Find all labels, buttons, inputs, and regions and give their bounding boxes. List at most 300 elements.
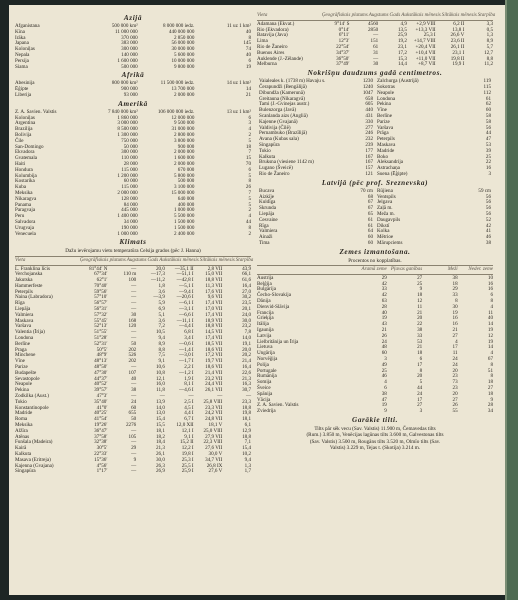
row-value: 120 <box>128 323 137 330</box>
row-value: 12 <box>487 332 494 339</box>
row-value: 14 <box>487 321 494 328</box>
row-value: 48°13′ <box>94 358 108 365</box>
row-value: 12,9 <box>242 427 252 434</box>
row-label: Berlīne <box>15 340 30 347</box>
row-value: 18,2 <box>155 433 165 440</box>
row-value: 34 000 <box>123 218 138 225</box>
row-value: 431 <box>365 112 373 119</box>
row-value: 239 <box>365 141 373 148</box>
row-value: 30 <box>452 303 458 310</box>
row-value: 0°14′ <box>338 26 350 33</box>
column-header: Augstums <box>368 12 389 18</box>
row-value: 25,9 <box>397 32 407 39</box>
row-value: 18 <box>487 379 494 386</box>
row-value: 440 <box>365 107 373 114</box>
row-label: Mētrioe <box>377 234 394 241</box>
row-value: —0,6 I <box>179 340 194 347</box>
row-value: 22,3 VIII <box>203 439 223 446</box>
rain-columns <box>257 79 493 178</box>
row-value: 4,9 <box>400 20 407 27</box>
row-label: Roma <box>15 416 28 423</box>
row-label: Hammerfeste <box>15 282 43 289</box>
railway-title: Garākie tilti. <box>352 416 398 425</box>
row-label: Kīna <box>15 28 25 35</box>
row-value: 8,9 <box>486 38 494 45</box>
row-label: Vīne <box>15 358 25 365</box>
row-label: Grieķija <box>257 315 274 322</box>
row-value: 12,1 <box>155 375 165 382</box>
row-value: 19 <box>381 315 387 322</box>
row-label: Kajenne (Gvajanā) <box>259 118 298 125</box>
row-value: — <box>131 451 137 457</box>
row-value: 24 <box>417 390 423 397</box>
row-label: Kostarika <box>15 178 35 185</box>
row-value: 30 <box>131 311 137 318</box>
row-value: 3,3 <box>486 20 494 27</box>
row-value: 15 <box>245 155 251 162</box>
row-value: 13,5 <box>397 26 407 33</box>
row-value: 11,8 <box>156 387 165 394</box>
row-label: Alžīra <box>15 427 28 434</box>
column-header: Siltākais mēnesis <box>441 12 477 18</box>
row-value: 16 <box>452 315 458 322</box>
row-value: 4 <box>248 213 251 220</box>
row-value: 21 <box>417 309 423 316</box>
row-value: 2 <box>248 131 251 138</box>
row-label: Masava (Eritreja) <box>15 456 51 463</box>
row-value: 21,4 VII <box>205 369 223 376</box>
row-label: Rūjiena <box>377 187 393 194</box>
row-value: 18 <box>245 143 251 150</box>
row-value: 61 <box>485 95 491 102</box>
row-label: Aizkīje <box>259 193 274 200</box>
row-value: 5,1 <box>158 311 165 318</box>
row-value: 17,2 <box>397 49 407 56</box>
row-label: Tokio <box>259 147 271 154</box>
land-title: Zemes izmantošana. <box>339 247 411 256</box>
row-value: 6,1 <box>244 422 252 429</box>
row-value: —11,1 I <box>176 317 194 324</box>
row-value: 8,8 <box>486 55 494 62</box>
row-value: 61,6 <box>242 277 252 284</box>
row-value: 8 500 000 <box>117 126 138 133</box>
row-value: 50°5′ <box>96 346 108 353</box>
row-label: Mārupciems <box>377 239 403 246</box>
row-value: — <box>131 329 137 336</box>
row-value: 13,8 I <box>452 26 465 33</box>
row-value: 42 <box>381 292 387 299</box>
railway-text-line: Tilts pār sēk vecu (Sav. Valstis) 11.900 m, Čemavedas tilts <box>314 426 436 433</box>
row-value: 10,2 <box>242 451 252 457</box>
row-value: 47°3′ <box>96 393 108 400</box>
row-value: 3 100 000 <box>173 184 195 191</box>
row-value: 18,8 <box>242 404 252 411</box>
row-value: 24 <box>452 356 458 363</box>
row-value: 445 000 <box>121 207 138 214</box>
row-value: 16,4 <box>242 364 252 371</box>
row-label: Ainaži <box>259 234 273 241</box>
row-value: 32°38′ <box>94 439 108 446</box>
row-value: 5 500 000 <box>173 213 195 220</box>
row-label: Naina (Labradora) <box>15 294 53 301</box>
row-value: 9,4 <box>244 456 252 463</box>
row-value: 4,4 I <box>184 410 194 417</box>
row-value: —3,1 I <box>179 306 194 313</box>
row-value: 36°50′ <box>336 55 350 62</box>
row-label: Kolka <box>377 228 390 235</box>
row-label: Parize <box>15 364 28 371</box>
row-label: Budapešte <box>15 369 37 376</box>
row-value: +20,4 VII <box>415 43 436 50</box>
row-value: 52 <box>485 216 491 223</box>
row-value: 1,8 <box>158 282 165 289</box>
row-value: 7,1 <box>244 439 252 446</box>
row-value: 17 <box>417 361 423 368</box>
rain-right <box>375 79 493 178</box>
row-value: 8 <box>248 178 251 185</box>
row-value: 157 <box>365 165 373 172</box>
row-value: 107 <box>128 369 137 376</box>
railway-text-line: (Rum.) 3.850 m, Venēcijas lagūnas tilts 3.600 m, Galvestonas tilts <box>306 432 444 439</box>
row-value: 140 000 <box>121 51 138 58</box>
row-value: 17,4 VII <box>205 335 223 342</box>
railway-text-line: Valstis) 3.229 m, Tejas t. (Skotija) 3.214 m. <box>329 445 421 452</box>
row-value: 6 <box>248 57 251 64</box>
row-value: 18,6 VII <box>205 346 223 353</box>
row-value: 28 <box>487 402 494 409</box>
header-row <box>257 267 493 273</box>
row-value: 4 <box>455 338 458 345</box>
row-value: 6 <box>490 292 494 299</box>
row-value: 10,8 <box>155 369 165 376</box>
row-value: 9 500 000 <box>173 120 195 127</box>
row-value: 3 <box>488 170 491 177</box>
row-value: 26 <box>381 332 387 339</box>
row-value: 7,2 <box>158 323 165 330</box>
row-label: Brazilija <box>15 126 33 133</box>
row-value: 16 <box>452 321 458 328</box>
latvia-columns <box>257 189 493 247</box>
row-value: 20 <box>417 373 423 380</box>
column-header: Ģeogrāfiskais platums <box>321 12 368 18</box>
row-value: +10,4 VII <box>415 49 436 56</box>
row-value: 1,3 <box>244 462 252 469</box>
row-label: Zviedrija <box>257 408 276 415</box>
row-value: 19 <box>487 338 494 345</box>
column-header: Vieta <box>15 256 26 263</box>
table-row <box>15 469 251 475</box>
row-label: Daugavpils <box>377 216 401 223</box>
row-value: 18,8 VII <box>205 323 223 330</box>
row-value: 110 m <box>123 271 137 278</box>
row-value: 11 <box>488 309 494 316</box>
row-value: 2 400 000 <box>173 230 195 237</box>
row-value: 202 <box>128 346 137 353</box>
row-value: 49 <box>381 361 387 368</box>
row-value: 28 000 <box>123 160 138 167</box>
row-value: 25,9 I <box>181 468 194 475</box>
row-value: 44 <box>417 385 423 392</box>
row-value: 27 <box>452 332 458 339</box>
row-value: 670 000 <box>177 166 195 173</box>
row-label: L. Franklina līcis <box>15 265 50 272</box>
row-label: Jelgava <box>377 199 393 206</box>
row-value: 21,3 <box>242 375 252 382</box>
row-label: Valdivija (Čilē) <box>259 124 291 131</box>
row-label: Vācija <box>257 396 271 403</box>
row-label: Dikstī <box>377 222 390 229</box>
row-value: 19,1 <box>242 340 252 347</box>
row-value: 1 200 000 <box>117 172 138 179</box>
row-value: +14,7 VIII <box>413 38 436 45</box>
row-value: 64 <box>367 228 373 235</box>
row-value: 30,7 <box>242 387 252 394</box>
row-value: 26,9 <box>155 468 165 475</box>
row-value: —1,2 I <box>179 369 194 376</box>
row-value: 59°56′ <box>94 288 108 295</box>
row-value: 640 000 <box>177 195 195 202</box>
row-label: Igaunija <box>257 327 274 334</box>
column-header: Gads <box>389 12 401 18</box>
row-value: +11,0 VII <box>415 55 436 62</box>
row-value: +13,3 VII <box>415 26 436 33</box>
row-label: Paragvaja <box>15 207 36 214</box>
row-value: 750 000 <box>121 137 138 144</box>
row-value: 15,0 VII <box>205 271 223 278</box>
row-value: 9,1 I <box>184 433 194 440</box>
row-value: 15,4 <box>242 445 252 452</box>
row-value: 27,0 <box>242 288 252 295</box>
row-value: +2,9 VIII <box>416 20 436 27</box>
row-value: 3 <box>384 356 387 363</box>
column-header: Vieta <box>257 12 268 18</box>
row-value: 67°34′ <box>94 271 108 278</box>
row-value: 70°40′ <box>94 282 108 289</box>
row-label: Nikaragva <box>15 195 37 202</box>
row-value: 56°31′ <box>94 306 108 313</box>
row-value: 14,0 <box>242 335 252 342</box>
row-value: 23,3 VII <box>205 404 223 411</box>
row-label: Z. A. Savien. Valstis <box>257 402 299 409</box>
row-value: 115 <box>483 83 491 90</box>
row-value: 27 <box>417 402 423 409</box>
row-value: 19 <box>487 327 494 334</box>
row-value: — <box>217 393 223 400</box>
row-value: 28 <box>381 303 387 310</box>
row-label: Norvēģija <box>257 356 278 363</box>
row-value: 8,9 <box>158 340 165 347</box>
row-value: 21 <box>245 91 251 98</box>
row-value: 29 <box>452 286 458 293</box>
row-value: 246 <box>365 130 373 137</box>
row-label: Cesvaine <box>259 216 278 223</box>
row-value: — <box>373 32 379 39</box>
row-value: 12,0 XII <box>176 422 194 429</box>
row-label: Pekina <box>15 387 29 394</box>
row-value: 110 000 <box>121 155 138 162</box>
row-value: 47°30′ <box>94 369 108 376</box>
row-value: 300 000 <box>121 149 138 156</box>
row-value: 2 800 000 <box>173 131 195 138</box>
row-label: Greitauna (Nikaragvā) <box>259 95 305 102</box>
row-value: 500 000 km² <box>111 23 138 29</box>
row-label: Zalchurga (Austrijā) <box>377 78 419 85</box>
row-value: 60 <box>367 239 373 246</box>
row-label: Minchene <box>15 352 36 359</box>
row-value: —1,4 I <box>179 346 194 353</box>
row-value: 23 <box>452 373 458 380</box>
column-header: Pļavas ganības <box>390 266 423 273</box>
rain-title: Nokrišņu daudzums gadā centimetros. <box>307 69 443 78</box>
row-value: 56 <box>485 124 491 131</box>
row-value: 62 <box>485 101 491 108</box>
row-value: 18,8 <box>242 433 252 440</box>
row-value: 41°0′ <box>96 404 108 411</box>
row-label: Bulgārija <box>257 286 276 293</box>
header-row <box>257 12 496 19</box>
row-value: 30,0 <box>242 317 252 324</box>
row-value: 19,8 II <box>450 55 465 62</box>
row-value: 40°52′ <box>94 381 108 388</box>
row-value: 14 uz 1 km² <box>226 80 251 87</box>
row-value: — <box>131 282 137 289</box>
row-value: 42 <box>485 222 491 229</box>
row-label: Meksika <box>15 422 33 429</box>
row-value: 68 <box>367 193 373 200</box>
row-value: 18,1 V <box>208 422 223 429</box>
row-label: Rīga <box>259 222 269 229</box>
row-label: Peru <box>15 213 25 220</box>
row-value: 39°57′ <box>94 387 108 394</box>
row-value: 41 <box>485 228 491 235</box>
row-label: Lielbritānija un Īrija <box>257 338 299 345</box>
row-label: Salvadora <box>15 218 36 225</box>
row-value: 13,0 <box>155 410 165 417</box>
row-value: 6,9 <box>158 306 165 313</box>
row-value: 19 <box>245 63 251 70</box>
row-value: 60 <box>367 234 373 241</box>
row-value: 5 <box>248 137 251 144</box>
row-value: 57°10′ <box>94 294 108 301</box>
row-label: Hondura <box>15 166 33 173</box>
row-value: 1°17′ <box>96 468 108 475</box>
table-row <box>259 172 373 178</box>
row-value: — <box>373 55 379 62</box>
row-value: 56 <box>485 193 491 200</box>
row-value: 232 <box>365 136 373 143</box>
row-value: 2,2 I <box>184 364 194 371</box>
row-label: Valmiera <box>15 311 34 318</box>
row-label: Skrunda <box>259 205 276 212</box>
row-value: 115 000 <box>121 166 138 173</box>
row-value: — <box>131 427 137 434</box>
row-value: 38 <box>381 390 387 397</box>
row-label: Kalkuta <box>259 153 276 160</box>
row-value: 30 <box>373 61 379 68</box>
row-label: Argentina <box>15 120 36 127</box>
row-label: Prāga <box>377 130 389 137</box>
row-value: 1,3 <box>486 32 494 39</box>
table-row <box>257 409 493 415</box>
row-value: 18,6 VII <box>205 364 223 371</box>
row-label: Bulenzorga (Javā) <box>259 107 297 114</box>
row-value: 26,1 II <box>450 43 465 50</box>
row-value: 38 <box>417 327 423 334</box>
row-label: Neapole <box>15 381 32 388</box>
row-value: 27,6 V <box>208 468 223 475</box>
row-value: 27 <box>452 396 458 403</box>
row-value: 526 <box>128 352 137 359</box>
row-value: 27,9 VII <box>205 433 223 440</box>
row-label: Latvija <box>257 332 272 339</box>
row-value: 2 <box>248 207 251 214</box>
row-value: — <box>131 364 137 371</box>
row-label: Siama <box>15 63 28 70</box>
row-label: Venecuela <box>15 230 36 237</box>
row-value: 9,4 <box>158 335 165 342</box>
row-value: 19,2 <box>397 38 407 45</box>
row-value: 22 <box>485 159 491 166</box>
row-value: 21,4 <box>242 358 252 365</box>
row-value: — <box>245 393 252 400</box>
row-label: Zodkilka (Aust.) <box>15 393 49 400</box>
row-value: 21,3 <box>155 445 165 452</box>
row-value: 12,7 <box>484 49 494 56</box>
row-value: 1,9 I <box>184 375 194 382</box>
row-label: Ungārija <box>257 350 275 357</box>
row-label: Koloniļas <box>15 46 35 53</box>
row-value: 383 000 <box>121 40 138 47</box>
row-value: 1240 <box>362 83 373 90</box>
row-value: 19,9 I <box>452 61 465 68</box>
row-value: 41°54′ <box>94 416 108 423</box>
row-value: 18,1 <box>242 416 252 423</box>
row-value: — <box>188 393 194 400</box>
row-value: — <box>131 288 137 295</box>
row-value: 67 <box>487 356 494 363</box>
row-label: Bucava <box>259 187 275 194</box>
row-value: 37°49′ <box>336 61 350 68</box>
row-value: 51 <box>487 367 494 374</box>
row-value: 6 <box>248 114 251 121</box>
row-value: 11 500 000 iedz. <box>160 80 195 87</box>
row-value: 5 <box>248 172 251 179</box>
row-value: 18,5 VII <box>205 340 223 347</box>
row-value: 658 <box>365 95 373 102</box>
row-label: San-Domingo <box>15 143 44 150</box>
row-value: 56 <box>485 199 491 206</box>
row-value: 119 <box>483 78 491 85</box>
row-value: 2276 <box>125 422 137 429</box>
row-value: 20,2 <box>242 352 252 359</box>
row-value: 19,7 VII <box>205 358 223 365</box>
row-label: Koloniļas <box>15 114 35 121</box>
row-value: 1 600 000 <box>117 57 138 64</box>
row-value: 25,3 I <box>423 32 436 39</box>
row-value: 70 cm <box>360 187 373 194</box>
row-value: 440 000 000 <box>168 28 195 35</box>
row-label: Rio de Žaneiro <box>257 43 288 50</box>
row-value: 50 000 <box>123 143 138 150</box>
row-value: 26 <box>245 184 251 191</box>
row-value: 14,0 <box>155 404 165 411</box>
row-value: 61 <box>373 43 379 50</box>
row-value: 15,4 <box>155 416 165 423</box>
row-value: 65 <box>367 210 373 217</box>
table-row <box>15 65 251 71</box>
asia-title: Azijā <box>123 14 143 22</box>
row-value: 167 <box>365 159 373 166</box>
